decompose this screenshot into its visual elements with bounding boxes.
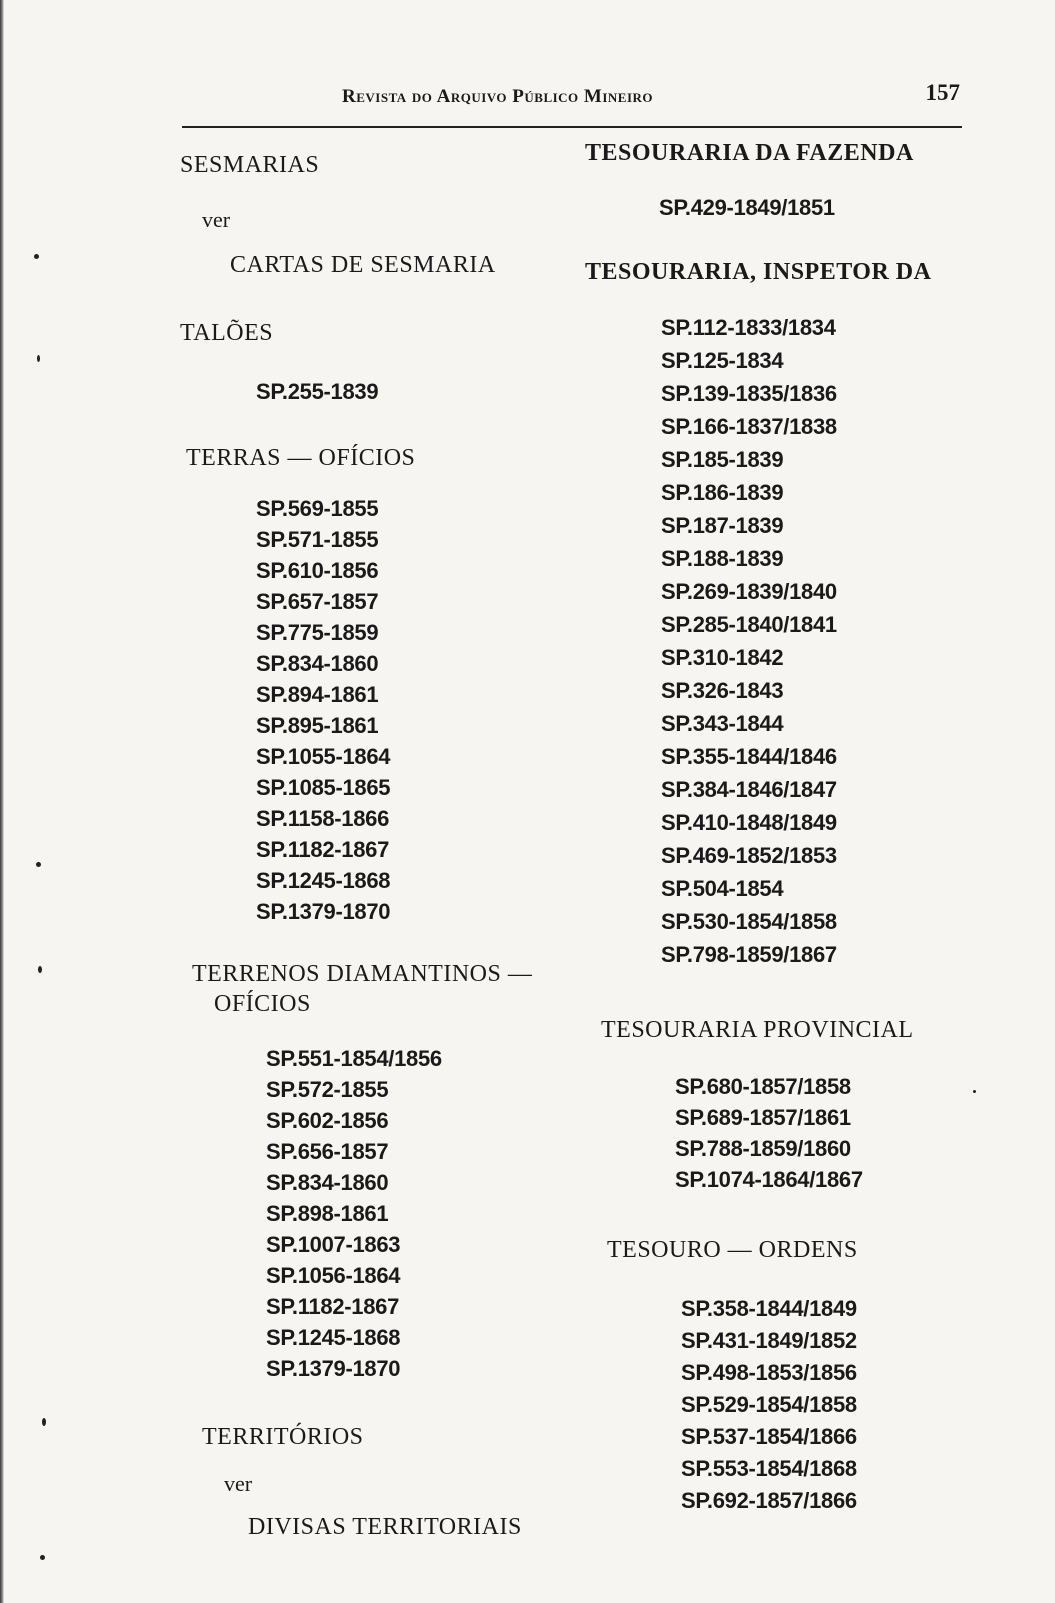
reference-item: SP.358-1844/1849 <box>681 1296 857 1321</box>
ink-speck <box>36 862 41 867</box>
reference-item: SP.692-1857/1866 <box>681 1488 857 1513</box>
reference-item: SP.834-1860 <box>266 1170 389 1195</box>
reference-item: SP.1182-1867 <box>266 1294 400 1319</box>
entry-heading: SESMARIAS <box>180 152 320 178</box>
reference-item: SP.310-1842 <box>661 645 784 670</box>
reference-item: SP.125-1834 <box>661 348 784 373</box>
reference-item: SP.410-1848/1849 <box>661 810 837 835</box>
reference-item: SP.269-1839/1840 <box>661 579 837 604</box>
reference-item: SP.112-1833/1834 <box>661 315 836 340</box>
reference-item: SP.1055-1864 <box>256 744 391 769</box>
reference-item: SP.569-1855 <box>256 496 379 521</box>
running-header <box>182 72 960 112</box>
reference-item: SP.895-1861 <box>256 713 379 738</box>
reference-item: SP.680-1857/1858 <box>675 1074 851 1099</box>
reference-item: SP.185-1839 <box>661 447 784 472</box>
reference-item: SP.1158-1866 <box>256 806 390 831</box>
entry-tesouraria-inspetor <box>585 257 985 971</box>
entry-heading: TESOURARIA PROVINCIAL <box>601 1017 914 1043</box>
see-label: ver <box>224 1471 253 1496</box>
reference-item: SP.1007-1863 <box>266 1232 401 1257</box>
reference-item: SP.798-1859/1867 <box>661 942 837 967</box>
entry-heading: TERRITÓRIOS <box>202 1424 364 1450</box>
reference-item: SP.537-1854/1866 <box>681 1424 857 1449</box>
reference-item: SP.498-1853/1856 <box>681 1360 857 1385</box>
see-label: ver <box>202 207 231 232</box>
page-edge-shadow <box>0 0 4 1603</box>
reference-item: SP.775-1859 <box>256 620 379 645</box>
reference-list <box>266 1043 592 1384</box>
reference-item: SP.1245-1868 <box>256 868 391 893</box>
reference-item: SP.186-1839 <box>661 480 784 505</box>
entry-terrenos-diamantinos <box>192 959 592 1384</box>
reference-item: SP.657-1857 <box>256 589 379 614</box>
page-number: 157 <box>925 80 960 105</box>
reference-item: SP.1085-1865 <box>256 775 391 800</box>
reference-item: SP.834-1860 <box>256 651 379 676</box>
ink-speck <box>42 1418 46 1426</box>
entry-tesouraria-fazenda <box>585 138 985 223</box>
reference-item: SP.139-1835/1836 <box>661 381 837 406</box>
reference-item: SP.1074-1864/1867 <box>675 1167 863 1192</box>
see-also-reference: CARTAS DE SESMARIA <box>230 252 496 278</box>
reference-item: SP.384-1846/1847 <box>661 777 837 802</box>
reference-item: SP.551-1854/1856 <box>266 1046 442 1071</box>
reference-item: SP.326-1843 <box>661 678 784 703</box>
entry-taloes <box>180 318 580 407</box>
reference-list <box>681 1293 1007 1517</box>
reference-item: SP.1379-1870 <box>256 899 391 924</box>
right-column <box>585 138 985 1517</box>
reference-item: SP.529-1854/1858 <box>681 1392 857 1417</box>
running-title: Revista do Arquivo Público Mineiro <box>342 86 654 107</box>
reference-item: SP.431-1849/1852 <box>681 1328 857 1353</box>
reference-item: SP.689-1857/1861 <box>675 1105 851 1130</box>
reference-item: SP.188-1839 <box>661 546 784 571</box>
reference-item: SP.898-1861 <box>266 1201 389 1226</box>
reference-item: SP.656-1857 <box>266 1139 389 1164</box>
reference-item: SP.610-1856 <box>256 558 379 583</box>
reference-item: SP.788-1859/1860 <box>675 1136 851 1161</box>
reference-item: SP.1056-1864 <box>266 1263 401 1288</box>
entry-heading-continued: OFÍCIOS <box>214 991 311 1017</box>
entry-heading: TALÕES <box>180 320 274 346</box>
reference-item: SP.469-1852/1853 <box>661 843 837 868</box>
entry-heading: TESOURARIA, INSPETOR DA <box>585 259 932 285</box>
reference-item: SP.1182-1867 <box>256 837 390 862</box>
entry-heading: TESOURO — ORDENS <box>607 1237 858 1263</box>
ink-speck <box>37 355 40 362</box>
entry-sesmarias <box>180 150 580 280</box>
reference-list <box>256 493 586 927</box>
reference-item: SP.355-1844/1846 <box>661 744 837 769</box>
entry-terras <box>186 443 586 927</box>
reference-item: SP.166-1837/1838 <box>661 414 837 439</box>
reference-item: SP.429-1849/1851 <box>659 195 835 220</box>
entry-territorios <box>202 1422 602 1542</box>
reference-item: SP.602-1856 <box>266 1108 389 1133</box>
reference-item: SP.255-1839 <box>256 379 379 404</box>
ink-speck <box>38 966 42 973</box>
reference-item: SP.572-1855 <box>266 1077 389 1102</box>
entry-tesouraria-provincial <box>601 1015 1001 1195</box>
left-column <box>180 150 580 1542</box>
see-also-reference: DIVISAS TERRITORIAIS <box>248 1514 522 1540</box>
reference-item: SP.1379-1870 <box>266 1356 401 1381</box>
reference-item: SP.187-1839 <box>661 513 784 538</box>
ink-speck <box>34 254 39 259</box>
reference-item: SP.530-1854/1858 <box>661 909 837 934</box>
reference-item: SP.553-1854/1868 <box>681 1456 857 1481</box>
reference-item: SP.1245-1868 <box>266 1325 401 1350</box>
reference-item: SP.571-1855 <box>256 527 379 552</box>
header-rule <box>182 126 962 128</box>
reference-list <box>675 1071 1001 1195</box>
reference-list <box>661 311 985 971</box>
ink-speck <box>40 1555 45 1560</box>
reference-item: SP.285-1840/1841 <box>661 612 837 637</box>
reference-item: SP.894-1861 <box>256 682 379 707</box>
entry-tesouro-ordens <box>607 1235 1007 1517</box>
reference-item: SP.504-1854 <box>661 876 784 901</box>
entry-heading: TERRENOS DIAMANTINOS — <box>192 961 533 987</box>
entry-heading: TESOURARIA DA FAZENDA <box>585 140 914 166</box>
entry-heading: TERRAS — OFÍCIOS <box>186 445 416 471</box>
reference-item: SP.343-1844 <box>661 711 784 736</box>
